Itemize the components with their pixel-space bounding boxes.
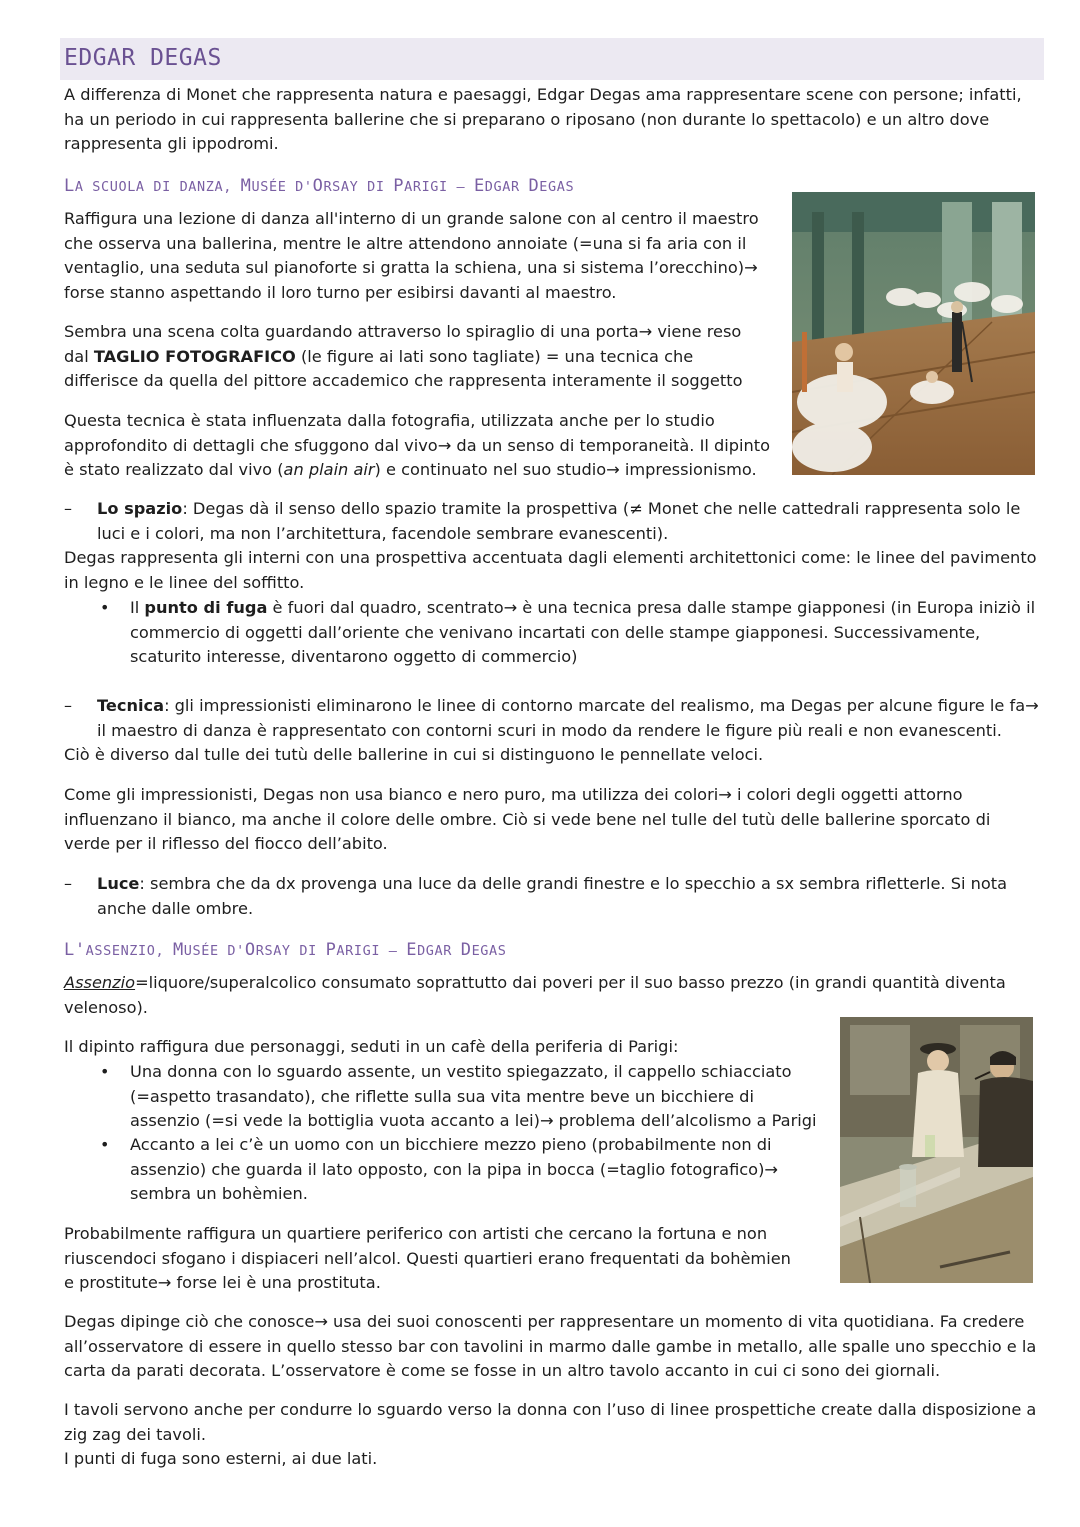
dash-marker: – bbox=[64, 696, 72, 715]
dash-marker: – bbox=[64, 874, 72, 893]
paragraph-uomo: Accanto a lei c’è un uomo con un bicchiere mezzo pieno (probabilmente non di assenzio) che guarda il lato opposto, con la pipa in bocca (=taglio fotografico)→ sembra un bohèmien. bbox=[130, 1135, 778, 1204]
paragraph-spazio: Lo spazio: Degas dà il senso dello spazio tramite la prospettiva (≠ Monet che nelle cattedrali rappresenta solo le luci e i colori, ma non l’architettura, facendole sembrare evanescenti). bbox=[97, 499, 1021, 543]
painting-absinthe-image bbox=[840, 1017, 1033, 1283]
paragraph-punti-di-fuga: I punti di fuga sono esterni, ai due lati. bbox=[64, 1449, 378, 1468]
painting-dance-class-image bbox=[792, 192, 1035, 475]
paragraph-dipinto-intro: Il dipinto raffigura due personaggi, seduti in un cafè della periferia di Parigi: bbox=[64, 1037, 679, 1056]
paragraph-definizione-assenzio: Assenzio=liquore/superalcolico consumato soprattutto dai poveri per il suo basso prezzo (in grandi quantità diventa velenoso). bbox=[64, 973, 1006, 1017]
bullet-marker: • bbox=[100, 1062, 110, 1081]
bullet-marker: • bbox=[100, 598, 110, 617]
paragraph-lezione: Raffigura una lezione di danza all'interno di un grande salone con al centro il maestro che osserva una ballerina, mentre le altre attendono annoiate (=una si fa aria con il ventaglio, una seduta sul pianoforte si gratta la schiena, una si sistema l’orecchino)→ forse stanno aspettando il loro turno per esibirsi davanti al maestro. bbox=[64, 209, 759, 302]
dash-marker: – bbox=[64, 499, 72, 518]
bullet-marker: • bbox=[100, 1135, 110, 1154]
paragraph-punto-di-fuga: Il punto di fuga è fuori dal quadro, scentrato→ è una tecnica presa dalle stampe giapponesi (in Europa iniziò il commercio di oggetti dall’oriente che venivano incartati con delle stampe giapponesi. Successivamente, scaturito interesse, diventarono oggetto di commercio) bbox=[130, 598, 1036, 667]
paragraph-quartiere: Probabilmente raffigura un quartiere periferico con artisti che cercano la fortuna e non riuscendoci sfogano i dispiaceri nell’alcol. Questi quartieri erano frequentati da bohèmien e prostitute→ forse lei è una prostituta. bbox=[64, 1224, 791, 1293]
paragraph-tecnica: Tecnica: gli impressionisti eliminarono le linee di contorno marcate del realismo, ma Degas per alcune figure le fa→ il maestro di danza è rappresentato con contorni scuri in modo da rendere le figure più reali e non evanescenti. bbox=[97, 696, 1039, 740]
paragraph-interni: Degas rappresenta gli interni con una prospettiva accentuata dagli elementi architettonici come: le linee del pavimento in legno e le linee del soffitto. bbox=[64, 548, 1037, 592]
section-heading-assenzio: L'ASSENZIO, MUSÉE D'ORSAY DI PARIGI – EDGAR DEGAS bbox=[64, 940, 507, 960]
paragraph-conosce: Degas dipinge ciò che conosce→ usa dei suoi conoscenti per rappresentare un momento di vita quotidiana. Fa credere all’osservatore di essere in quello stesso bar con tavolini in marmo dalle gambe in metallo, alle spalle uno specchio e la carta da parati decorata. L’osservatore è come se fosse in un altro tavolo accanto in cui ci sono dei giornali. bbox=[64, 1312, 1037, 1381]
paragraph-taglio-fotografico: Sembra una scena colta guardando attraverso lo spiraglio di una porta→ viene reso dal TAGLIO FOTOGRAFICO (le figure ai lati sono tagliate) = una tecnica che differisce da quella del pittore accademico che rappresenta interamente il soggetto bbox=[64, 322, 743, 391]
section-heading-scuola-di-danza: LA SCUOLA DI DANZA, MUSÉE D'ORSAY DI PARIGI – EDGAR DEGAS bbox=[64, 176, 575, 196]
taglio-fotografico-term: TAGLIO FOTOGRAFICO bbox=[93, 346, 296, 366]
paragraph-tulle: Ciò è diverso dal tulle dei tutù delle ballerine in cui si distinguono le pennellate veloci. bbox=[64, 745, 764, 764]
intro-paragraph: A differenza di Monet che rappresenta natura e paesaggi, Edgar Degas ama rappresentare scene con persone; infatti, ha un periodo in cui rappresenta ballerine che si preparano o riposano (non durante lo spettacolo) e un altro dove rappresenta gli ippodromi. bbox=[64, 85, 1022, 154]
paragraph-luce: Luce: sembra che da dx provenga una luce da delle grandi finestre e lo specchio a sx sembra rifletterle. Si nota anche dalle ombre. bbox=[97, 874, 1008, 918]
paragraph-donna: Una donna con lo sguardo assente, un vestito spiegazzato, il cappello schiacciato (=aspetto trasandato), che riflette sulla sua vita mentre beve un bicchiere di assenzio (=si vede la bottiglia vuota accanto a lei)→ problema dell’alcolismo a Parigi bbox=[130, 1062, 817, 1131]
paragraph-tavoli: I tavoli servono anche per condurre lo sguardo verso la donna con l’uso di linee prospettiche create dalla disposizione a zig zag dei tavoli. bbox=[64, 1400, 1037, 1444]
paragraph-fotografia: Questa tecnica è stata influenzata dalla fotografia, utilizzata anche per lo studio approfondito di dettagli che sfuggono dal vivo→ da un senso di temporaneità. Il dipinto è stato realizzato dal vivo (an plain air) e continuato nel suo studio→ impressionismo. bbox=[64, 411, 771, 480]
paragraph-colori: Come gli impressionisti, Degas non usa bianco e nero puro, ma utilizza dei colori→ i colori degli oggetti attorno influenzano il bianco, ma anche il colore delle ombre. Ciò si vede bene nel tulle del tutù delle ballerine sporcato di verde per il riflesso del fiocco dell’abito. bbox=[64, 785, 991, 854]
page-title: EDGAR DEGAS bbox=[64, 45, 222, 71]
